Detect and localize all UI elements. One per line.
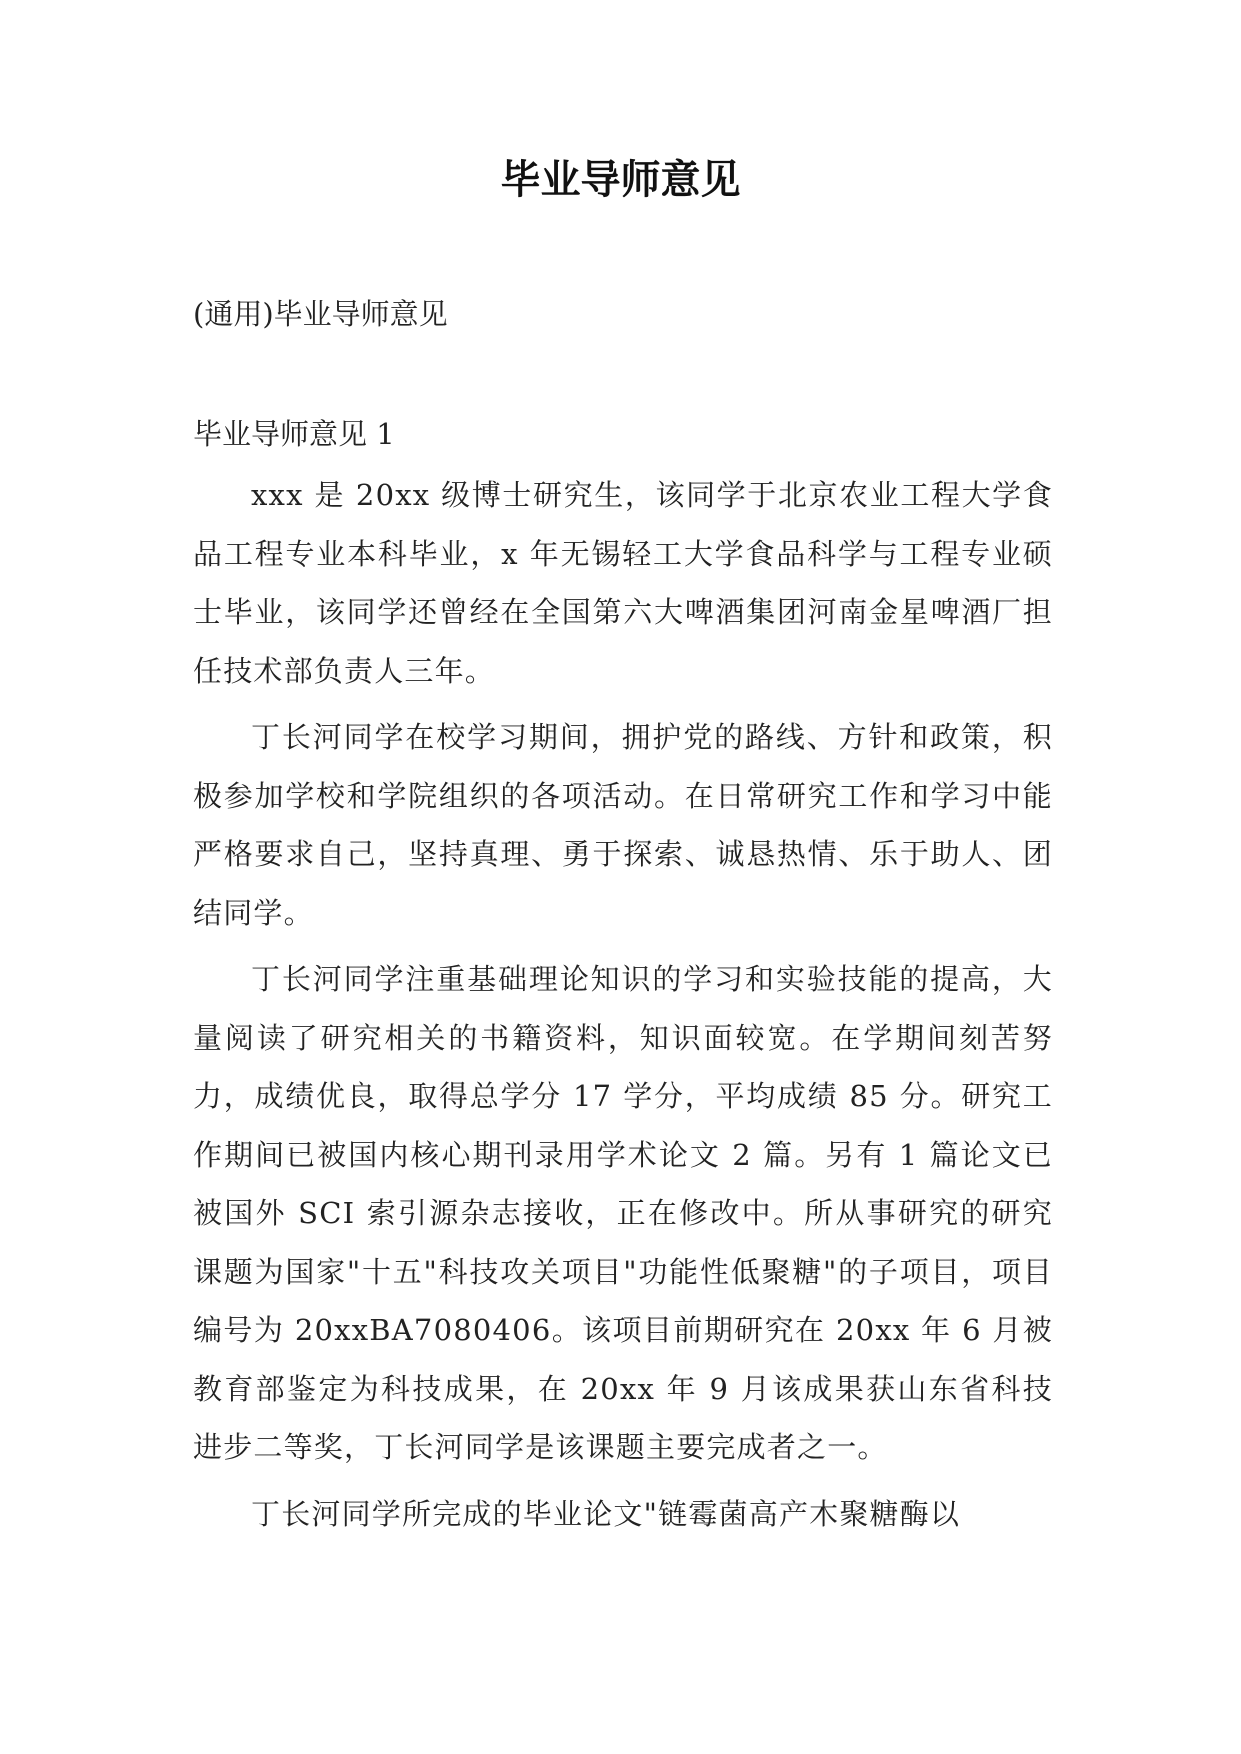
document-subtitle: (通用)毕业导师意见 [193,297,448,331]
paragraph: 丁长河同学所完成的毕业论文"链霉菌高产木聚糖酶以 [251,1496,961,1531]
document-title: 毕业导师意见 [500,157,741,203]
section-heading: 毕业导师意见 1 [193,417,395,451]
paragraph: 丁长河同学在校学习期间，拥护党的路线、方针和政策，积极参加学校和学院组织的各项活动。在日常研究工作和学习中能严格要求自己，坚持真理、勇于探索、诚恳热情、乐于助人、团结同学。 [193,720,1053,930]
paragraph: 丁长河同学注重基础理论知识的学习和实验技能的提高，大量阅读了研究相关的书籍资料，知识面较宽。在学期间刻苦努力，成绩优良，取得总学分 17 学分，平均成绩 85 分。研究工作期间已被国内核心期刊录用学术论文 2 篇。另有 1 篇论文已被国外 SCI 索引源杂志接收，正在修改中。所从事研究的研究课题为国家"十五"科技攻关项目"功能性低聚糖"的子项目，项目编号为 20xxBA7080406。该项目前期研究在 20xx 年 6 月被教育部鉴定为科技成果，在 20xx 年 9 月该成果获山东省科技进步二等奖，丁长河同学是该课题主要完成者之一。 [193,962,1053,1464]
paragraph: xxx 是 20xx 级博士研究生，该同学于北京农业工程大学食品工程专业本科毕业，x 年无锡轻工大学食品科学与工程专业硕士毕业，该同学还曾经在全国第六大啤酒集团河南金星啤酒厂担任技术部负责人三年。 [193,478,1053,688]
document-body [193,466,1053,1551]
